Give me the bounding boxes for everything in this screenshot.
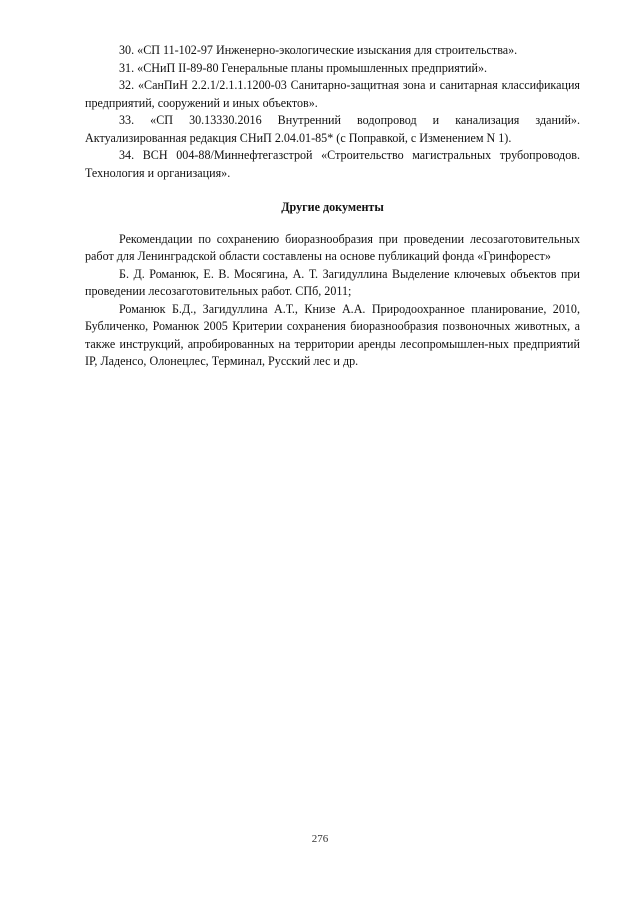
reference-item: 33. «СП 30.13330.2016 Внутренний водопровод и канализация зданий». Актуализированная редакция СНиП 2.04.01-85* (с Поправкой, с Изменением N 1). (85, 113, 580, 145)
reference-item: 30. «СП 11-102-97 Инженерно-экологические изыскания для строительства». (119, 43, 518, 57)
reference-item: 34. ВСН 004-88/Миннефтегазстрой «Строительство магистральных трубопроводов. Технология и организация». (85, 148, 580, 180)
page-content (85, 42, 580, 371)
page-number: 276 (311, 833, 329, 845)
other-document-item: Рекомендации по сохранению биоразнообразия при проведении лесозаготовительных работ для Ленинградской области составлены на основе публикаций фонда «Гринфорест» (85, 231, 580, 263)
other-document-item: Б. Д. Романюк, Е. В. Мосягина, А. Т. Загидуллина Выделение ключевых объектов при проведении лесозаготовительных работ. СПб, 2011; (85, 266, 580, 298)
reference-item: 32. «СанПиН 2.2.1/2.1.1.1200-03 Санитарно-защитная зона и санитарная классификация предприятий, сооружений и иных объектов». (85, 78, 580, 110)
other-document-item: Романюк Б.Д., Загидуллина А.Т., Книзе А.А. Природоохранное планирование, 2010, Бубличенко, Романюк 2005 Критерии сохранения биоразнообразия позвоночных животных, а также инструкций, апробированных на территории аренды лесопромышлен-ных предприятий IP, Ладенсо, Олонецлес, Терминал, Русский лес и др. (85, 301, 580, 368)
section-title-other-documents: Другие документы (281, 200, 384, 214)
reference-item: 31. «СНиП II-89-80 Генеральные планы промышленных предприятий». (119, 60, 488, 75)
